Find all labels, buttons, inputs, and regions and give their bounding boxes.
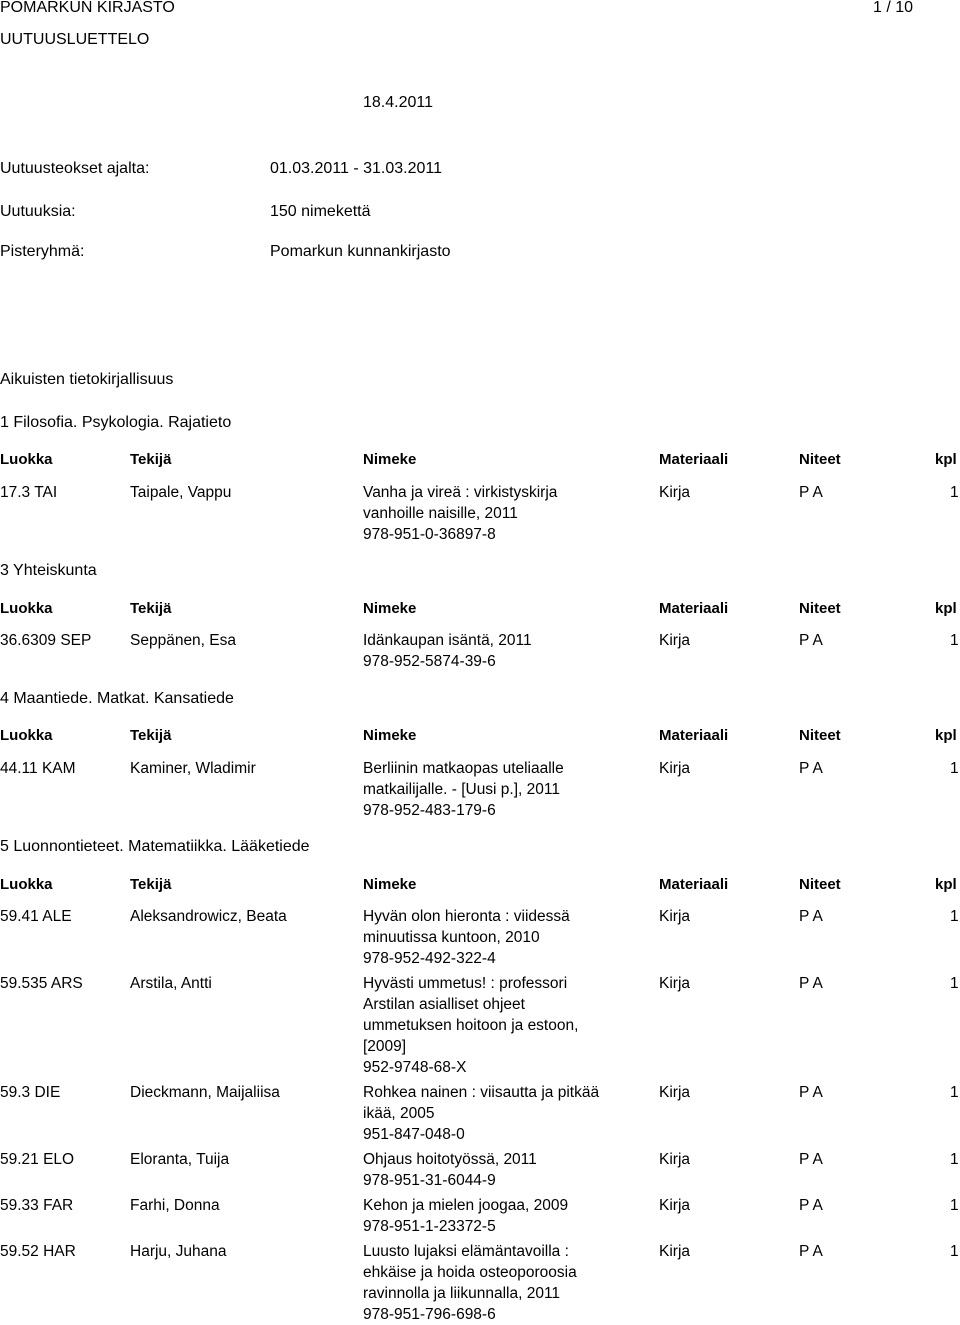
item-materiaali: Kirja [659, 1151, 691, 1168]
col-kpl: kpl [935, 600, 957, 617]
col-nimeke: Nimeke [363, 451, 417, 468]
item-title-line: Idänkaupan isäntä, 2011 [363, 632, 532, 649]
item-nimeke [363, 1195, 643, 1237]
item-nimeke [363, 1149, 643, 1191]
item-nimeke [363, 482, 643, 545]
item-niteet: P A [799, 908, 823, 925]
item-kpl: 1 [950, 975, 959, 992]
item-kpl: 1 [950, 632, 959, 649]
col-tekija: Tekijä [130, 451, 172, 468]
item-niteet: P A [799, 1084, 823, 1101]
col-niteet: Niteet [799, 876, 841, 893]
item-title-line: matkailijalle. - [Uusi p.], 2011 [363, 781, 560, 798]
item-isbn: 978-951-31-6044-9 [363, 1172, 496, 1189]
item-isbn: 951-847-048-0 [363, 1126, 465, 1143]
col-materiaali: Materiaali [659, 600, 729, 617]
col-materiaali: Materiaali [659, 451, 729, 468]
item-title-line: Vanha ja vireä : virkistyskirja [363, 484, 558, 501]
col-luokka: Luokka [0, 600, 53, 617]
item-materiaali: Kirja [659, 1243, 691, 1260]
item-luokka: 17.3 TAI [0, 484, 58, 501]
item-luokka: 59.535 ARS [0, 975, 83, 992]
item-isbn: 978-952-5874-39-6 [363, 653, 496, 670]
item-title-line: Arstilan asialliset ohjeet [363, 996, 525, 1013]
item-niteet: P A [799, 632, 823, 649]
item-title-line: ikää, 2005 [363, 1105, 435, 1122]
item-nimeke [363, 758, 643, 821]
item-materiaali: Kirja [659, 975, 691, 992]
item-title-line: ravinnolla ja liikunnalla, 2011 [363, 1285, 561, 1302]
item-kpl: 1 [950, 1084, 959, 1101]
item-luokka: 59.41 ALE [0, 908, 72, 925]
list-title: UUTUUSLUETTELO [0, 31, 150, 48]
item-tekija: Taipale, Vappu [130, 484, 232, 501]
col-luokka: Luokka [0, 876, 53, 893]
item-isbn: 952-9748-68-X [363, 1059, 467, 1076]
item-nimeke [363, 1082, 643, 1145]
item-materiaali: Kirja [659, 484, 691, 501]
item-isbn: 978-951-0-36897-8 [363, 526, 496, 543]
item-title-line: vanhoille naisille, 2011 [363, 505, 518, 522]
item-nimeke [363, 630, 643, 672]
col-nimeke: Nimeke [363, 876, 417, 893]
col-materiaali: Materiaali [659, 876, 729, 893]
item-kpl: 1 [950, 908, 959, 925]
period-value: 01.03.2011 - 31.03.2011 [270, 160, 442, 177]
item-nimeke [363, 1241, 643, 1325]
section-title: 4 Maantiede. Matkat. Kansatiede [0, 690, 234, 707]
item-tekija: Eloranta, Tuija [130, 1151, 230, 1168]
item-title-line: [2009] [363, 1038, 407, 1055]
item-title-line: Hyvästi ummetus! : professori [363, 975, 568, 992]
item-luokka: 59.3 DIE [0, 1084, 61, 1101]
col-tekija: Tekijä [130, 876, 172, 893]
item-materiaali: Kirja [659, 760, 691, 777]
item-materiaali: Kirja [659, 1197, 691, 1214]
item-title-line: ummetuksen hoitoon ja estoon, [363, 1017, 579, 1034]
item-isbn: 978-952-483-179-6 [363, 802, 496, 819]
group-label: Pisteryhmä: [0, 243, 85, 260]
page-number: 1 / 10 [873, 0, 914, 16]
col-niteet: Niteet [799, 600, 841, 617]
item-niteet: P A [799, 484, 823, 501]
report-date: 18.4.2011 [363, 94, 433, 111]
col-nimeke: Nimeke [363, 600, 417, 617]
period-label: Uutuusteokset ajalta: [0, 160, 150, 177]
col-materiaali: Materiaali [659, 727, 729, 744]
col-tekija: Tekijä [130, 600, 172, 617]
section-title: 5 Luonnontieteet. Matematiikka. Lääketiede [0, 838, 310, 855]
item-kpl: 1 [950, 1197, 959, 1214]
item-isbn: 978-952-492-322-4 [363, 950, 496, 967]
item-materiaali: Kirja [659, 1084, 691, 1101]
col-nimeke: Nimeke [363, 727, 417, 744]
item-niteet: P A [799, 1197, 823, 1214]
item-kpl: 1 [950, 1243, 959, 1260]
item-title-line: ehkäise ja hoida osteoporoosia [363, 1264, 577, 1281]
item-tekija: Aleksandrowicz, Beata [130, 908, 287, 925]
item-luokka: 36.6309 SEP [0, 632, 92, 649]
item-niteet: P A [799, 760, 823, 777]
group-value: Pomarkun kunnankirjasto [270, 243, 451, 260]
item-niteet: P A [799, 1243, 823, 1260]
item-materiaali: Kirja [659, 908, 691, 925]
item-title-line: Kehon ja mielen joogaa, 2009 [363, 1197, 569, 1214]
item-luokka: 44.11 KAM [0, 760, 76, 777]
item-nimeke [363, 906, 643, 969]
item-title-line: minuutissa kuntoon, 2010 [363, 929, 540, 946]
item-kpl: 1 [950, 1151, 959, 1168]
col-niteet: Niteet [799, 727, 841, 744]
item-nimeke [363, 973, 643, 1078]
item-luokka: 59.21 ELO [0, 1151, 75, 1168]
library-name: POMARKUN KIRJASTO [0, 0, 175, 16]
col-kpl: kpl [935, 876, 957, 893]
col-kpl: kpl [935, 451, 957, 468]
item-niteet: P A [799, 1151, 823, 1168]
item-title-line: Luusto lujaksi elämäntavoilla : [363, 1243, 569, 1260]
col-niteet: Niteet [799, 451, 841, 468]
count-label: Uutuuksia: [0, 203, 76, 220]
item-title-line: Hyvän olon hieronta : viidessä [363, 908, 570, 925]
item-tekija: Kaminer, Wladimir [130, 760, 256, 777]
section-title: 1 Filosofia. Psykologia. Rajatieto [0, 414, 232, 431]
item-kpl: 1 [950, 484, 959, 501]
col-tekija: Tekijä [130, 727, 172, 744]
item-tekija: Farhi, Donna [130, 1197, 220, 1214]
item-title-line: Rohkea nainen : viisautta ja pitkää [363, 1084, 600, 1101]
item-isbn: 978-951-1-23372-5 [363, 1218, 496, 1235]
item-luokka: 59.52 HAR [0, 1243, 76, 1260]
category-title: Aikuisten tietokirjallisuus [0, 371, 174, 388]
count-value: 150 nimekettä [270, 203, 371, 220]
col-kpl: kpl [935, 727, 957, 744]
item-tekija: Arstila, Antti [130, 975, 212, 992]
section-title: 3 Yhteiskunta [0, 562, 97, 579]
col-luokka: Luokka [0, 451, 53, 468]
item-isbn: 978-951-796-698-6 [363, 1306, 496, 1323]
item-materiaali: Kirja [659, 632, 691, 649]
item-tekija: Harju, Juhana [130, 1243, 227, 1260]
item-kpl: 1 [950, 760, 959, 777]
item-tekija: Dieckmann, Maijaliisa [130, 1084, 280, 1101]
item-tekija: Seppänen, Esa [130, 632, 237, 649]
item-luokka: 59.33 FAR [0, 1197, 74, 1214]
item-title-line: Ohjaus hoitotyössä, 2011 [363, 1151, 537, 1168]
item-title-line: Berliinin matkaopas uteliaalle [363, 760, 564, 777]
item-niteet: P A [799, 975, 823, 992]
col-luokka: Luokka [0, 727, 53, 744]
